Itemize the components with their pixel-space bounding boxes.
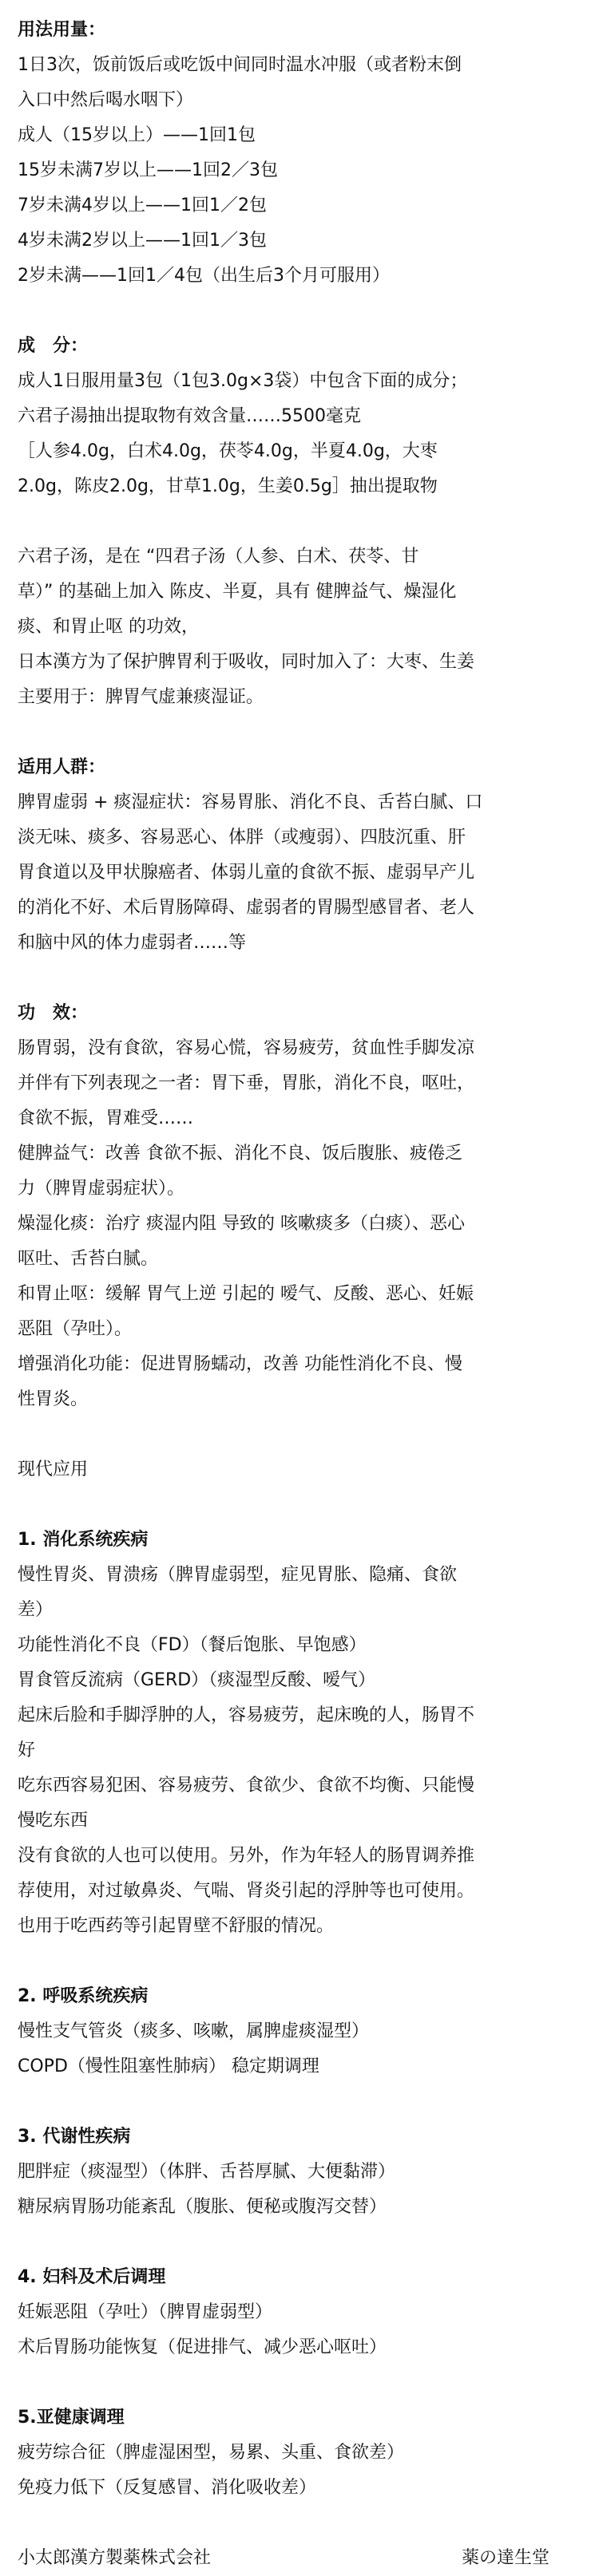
section-heading: 成 分：: [18, 336, 89, 356]
section-heading: 5.亚健康调理: [18, 2408, 125, 2428]
text-line: COPD（慢性阻塞性肺病） 稳定期调理: [18, 2056, 319, 2076]
section-heading: 用法用量：: [18, 20, 106, 40]
text-line: 疲劳综合征（脾虚湿困型，易累、头重、食欲差）: [18, 2443, 405, 2463]
section-digestive: [18, 1523, 577, 1944]
text-line: 起床后脸和手脚浮肿的人，容易疲劳，起床晚的人，肠胃不: [18, 1705, 475, 1725]
text-line: 2岁未满——1回1／4包（出生后3个月可服用）: [18, 266, 390, 286]
text-line: 荐使用，对过敏鼻炎、气喘、肾炎引起的浮肿等也可使用。: [18, 1881, 475, 1901]
text-line: 性胃炎。: [18, 1389, 89, 1409]
text-line: 和胃止呕：缓解 胃气上逆 引起的 嗳气、反酸、恶心、妊娠: [18, 1284, 474, 1304]
section-heading: 2. 呼吸系统疾病: [18, 1986, 149, 2006]
text-line: 痰、和胃止呕 的功效，: [18, 617, 199, 637]
section-subhealth: [18, 2400, 577, 2506]
text-line: 4岁未满2岁以上——1回1／3包: [18, 231, 267, 251]
text-line: 草）” 的基础上加入 陈皮、半夏，具有 健脾益气、燥湿化: [18, 582, 457, 602]
text-line: 成人1日服用量3包（1包3.0g×3袋）中包含下面的成分；: [18, 371, 468, 391]
text-line: 胃食管反流病（GERD）（痰湿型反酸、嗳气）: [18, 1670, 376, 1690]
text-line: 差）: [18, 1600, 54, 1620]
text-line: 功能性消化不良（FD）（餐后饱胀、早饱感）: [18, 1635, 367, 1655]
text-line: 并伴有下列表现之一者：胃下垂，胃胀，消化不良，呕吐，: [18, 1073, 475, 1093]
section-ingredients: [18, 329, 577, 504]
text-line: 慢性胃炎、胃溃疡（脾胃虚弱型，症见胃胀、隐痛、食欲: [18, 1565, 458, 1585]
text-line: 慢性支气管炎（痰多、咳嗽，属脾虚痰湿型）: [18, 2021, 370, 2041]
text-line: 和脑中风的体力虚弱者……等: [18, 933, 247, 953]
text-line: 现代应用: [18, 1460, 89, 1480]
text-line: 免疫力低下（反复感冒、消化吸收差）: [18, 2478, 317, 2498]
section-respiratory: [18, 1979, 577, 2084]
section-effects: [18, 996, 577, 1417]
section-gap: [18, 294, 577, 329]
text-line: 胃食道以及甲状腺癌者、体弱儿童的食欲不振、虚弱早产儿: [18, 863, 475, 883]
text-line: 糖尿病胃肠功能紊乱（腹胀、便秘或腹泻交替）: [18, 2197, 387, 2217]
text-line: 脾胃虚弱 + 痰湿症状：容易胃胀、消化不良、舌苔白腻、口: [18, 792, 483, 812]
text-line: 2.0g，陈皮2.0g，甘草1.0g，生姜0.5g］抽出提取物: [18, 476, 438, 496]
section-target: [18, 750, 577, 961]
section-heading: 3. 代谢性疾病: [18, 2127, 131, 2147]
section-gap: [18, 961, 577, 996]
company-name: 小太郎漢方製薬株式会社: [18, 2548, 212, 2568]
text-line: 慢吃东西: [18, 1811, 89, 1831]
section-gap: [18, 2506, 577, 2541]
text-line: 15岁未满7岁以上——1回2／3包: [18, 160, 278, 180]
text-line: 六君子汤，是在 “四君子汤（人参、白术、茯苓、甘: [18, 547, 419, 567]
section-gap: [18, 504, 577, 539]
section-heading: 1. 消化系统疾病: [18, 1530, 149, 1550]
text-line: 淡无味、痰多、容易恶心、体胖（或瘦弱）、四肢沉重、肝: [18, 828, 466, 847]
text-line: 妊娠恶阻（孕吐）（脾胃虚弱型）: [18, 2302, 273, 2322]
text-line: 好: [18, 1740, 36, 1760]
text-line: 没有食欲的人也可以使用。另外，作为年轻人的肠胃调养推: [18, 1846, 475, 1866]
text-line: 成人（15岁以上）——1回1包: [18, 125, 256, 145]
section-heading: 4. 妇科及术后调理: [18, 2267, 166, 2287]
section-gap: [18, 1944, 577, 1979]
text-line: ［人参4.0g，白术4.0g，茯苓4.0g，半夏4.0g，大枣: [18, 441, 438, 461]
section-gyn: [18, 2260, 577, 2365]
section-gap: [18, 2365, 577, 2400]
text-line: 术后胃肠功能恢复（促进排气、减少恶心呕吐）: [18, 2337, 387, 2357]
section-gap: [18, 1488, 577, 1523]
section-usage: [18, 13, 577, 294]
text-line: 燥湿化痰：治疗 痰湿内阻 导致的 咳嗽痰多（白痰）、恶心: [18, 1214, 465, 1234]
text-line: 六君子湯抽出提取物有效含量……5500毫克: [18, 406, 361, 426]
text-line: 健脾益气：改善 食欲不振、消化不良、饭后腹胀、疲倦乏: [18, 1144, 462, 1164]
section-heading: 适用人群：: [18, 757, 106, 777]
section-heading: 功 效：: [18, 1003, 89, 1023]
store-name: 薬の達生堂: [461, 2548, 549, 2568]
section-metabolic: [18, 2120, 577, 2225]
text-line: 1日3次，饭前饭后或吃饭中间同时温水冲服（或者粉末倒: [18, 55, 462, 75]
text-line: 肥胖症（痰湿型）（体胖、舌苔厚腻、大便黏滞）: [18, 2162, 396, 2182]
section-gap: [18, 1417, 577, 1452]
text-line: 增强消化功能：促进胃肠蠕动，改善 功能性消化不良、慢: [18, 1354, 462, 1374]
text-line: 的消化不好、术后胃肠障碍、虚弱者的胃腸型感冒者、老人: [18, 898, 475, 918]
section-modern: [18, 1452, 577, 1488]
text-line: 7岁未满4岁以上——1回1／2包: [18, 196, 267, 215]
text-line: 力（脾胃虚弱症状）。: [18, 1179, 185, 1199]
text-line: 也用于吃西药等引起胃壁不舒服的情况。: [18, 1916, 335, 1936]
footer: [18, 2541, 577, 2576]
text-line: 吃东西容易犯困、容易疲劳、食欲少、食欲不均衡、只能慢: [18, 1776, 475, 1796]
text-line: 入口中然后喝水咽下）: [18, 90, 194, 110]
section-gap: [18, 715, 577, 750]
document-content: [18, 13, 577, 2541]
text-line: 日本漢方为了保护脾胃利于吸收，同时加入了：大枣、生姜: [18, 652, 475, 672]
section-gap: [18, 2225, 577, 2260]
section-gap: [18, 2084, 577, 2120]
text-line: 肠胃弱，没有食欲，容易心慌，容易疲劳，贫血性手脚发凉: [18, 1038, 475, 1058]
text-line: 呕吐、舌苔白腻。: [18, 1249, 159, 1269]
text-line: 食欲不振，胃难受……: [18, 1108, 194, 1128]
section-description: [18, 539, 577, 715]
text-line: 恶阻（孕吐）。: [18, 1319, 133, 1339]
text-line: 主要用于：脾胃气虚兼痰湿证。: [18, 687, 264, 707]
